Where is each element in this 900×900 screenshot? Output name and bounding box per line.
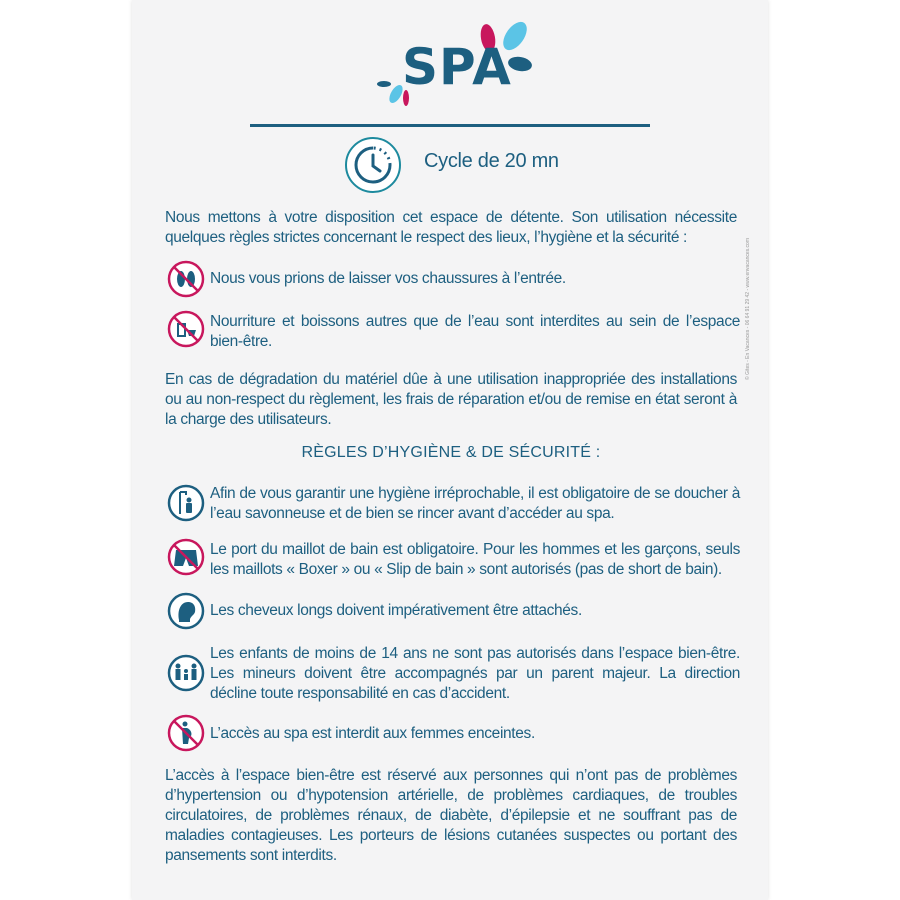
intro-paragraph: Nous mettons à votre disposition cet espace de détente. Son utilisation nécessite quelques règles strictes concernant le respect des lieux, l’hygiène et la sécurité : [165,209,737,246]
header-divider [250,124,650,127]
health-paragraph: L’accès à l’espace bien-être est réservé aux personnes qui n’ont pas de problèmes d’hypertension ou d’hypotension artérielle, de problèmes cardiaques, de troubles circulatoires, de problèmes rénaux, de diabète, d’épilepsie et ne souffrant pas de maladies contagieuses. Les porteurs de lésions cutanées suspectes ou portant des pansements sont interdits. [165,767,737,864]
side-credit: © Gites - En Vacances - 06 64 91 29 42 - www.envacances.com [745,238,751,380]
spa-title: SPA [402,38,512,96]
family-icon [167,654,205,692]
clock-cycle-icon [344,136,402,194]
hygiene-section-heading: RÈGLES D’HYGIÈNE & DE SÉCURITÉ : [301,444,601,461]
shower-icon [167,484,205,522]
rule-text: Les cheveux longs doivent impérativement être attachés. [210,602,582,619]
rule-text: Nourriture et boissons autres que de l’eau sont interdites au sein de l’espace bien-être. [210,313,740,350]
rule-text: Le port du maillot de bain est obligatoire. Pour les hommes et les garçons, seuls les maillots « Boxer » ou « Slip de bain » sont autorisés (pas de short de bain). [210,541,740,578]
no-pregnant-icon [167,714,205,752]
cycle-duration: Cycle de 20 mn [424,150,559,172]
rule-text: L’accès au spa est interdit aux femmes enceintes. [210,725,535,742]
no-shoes-icon [167,260,205,298]
no-food-drink-icon [167,310,205,348]
no-shorts-icon [167,538,205,576]
damage-paragraph: En cas de dégradation du matériel dûe à une utilisation inappropriée des installations ou au non-respect du règlement, les frais de réparation et/ou de remise en état seront à la charge des utilisateurs. [165,371,737,428]
rule-text: Afin de vous garantir une hygiène irréprochable, il est obligatoire de se doucher à l’eau savonneuse et de bien se rincer avant d’accéder au spa. [210,485,740,522]
spa-logo [370,16,540,112]
long-hair-icon [167,592,205,630]
rule-text: Nous vous prions de laisser vos chaussures à l’entrée. [210,270,566,287]
rule-text: Les enfants de moins de 14 ans ne sont pas autorisés dans l’espace bien-être. Les mineurs doivent être accompagnés par un parent majeur. La direction décline toute responsabilité en cas d’accident. [210,645,740,702]
